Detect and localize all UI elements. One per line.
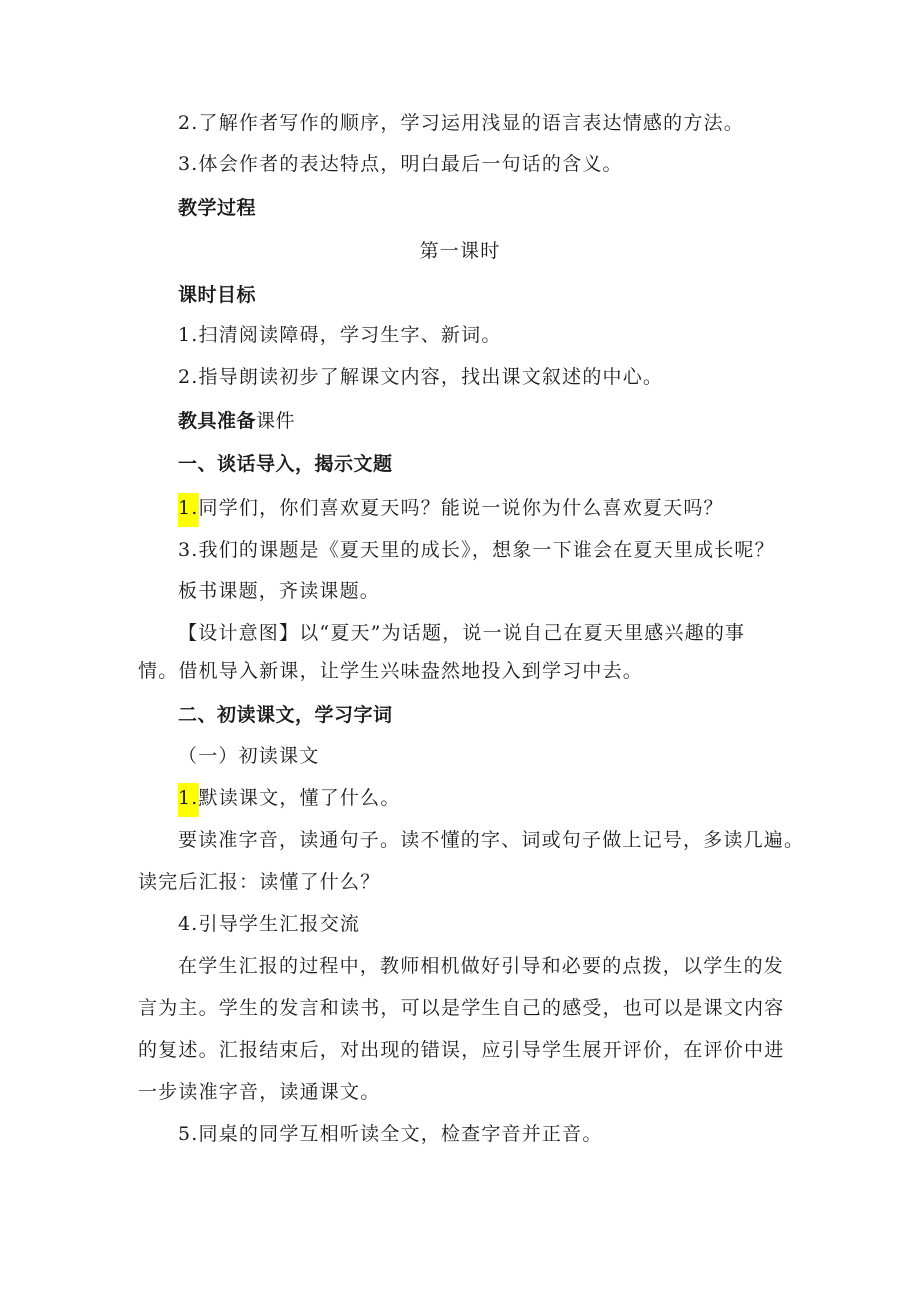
highlighted-number: 1. (178, 783, 199, 817)
lesson-goal-heading: 课时目标 (178, 284, 257, 306)
paragraph-line-2: 言为主。学生的发言和读书，可以是学生自己的感受，也可以是课文内容 (138, 997, 785, 1019)
paragraph-line-3: 的复述。汇报结束后，对出现的错误，应引导学生展开评价，在评价中进 (138, 1039, 785, 1061)
objective-2: 2.了解作者写作的顺序，学习运用浅显的语言表达情感的方法。 (178, 112, 744, 134)
process-heading: 教学过程 (178, 197, 257, 219)
board-note: 板书课题，齐读课题。 (178, 580, 381, 602)
highlighted-number: 1. (178, 493, 199, 527)
goal-1: 1.扫清阅读障碍，学习生字、新词。 (178, 324, 502, 346)
goal-2: 2.指导朗读初步了解课文内容，找出课文叙述的中心。 (178, 366, 664, 388)
section-2-item-1 (178, 783, 401, 817)
paragraph-line-1: 在学生汇报的过程中，教师相机做好引导和必要的点拨，以学生的发 (178, 955, 785, 977)
item-4: 4.引导学生汇报交流 (178, 913, 361, 935)
read-instruction-line-1: 要读准字音，读通句子。读不懂的字、词或句子做上记号，多读几遍。 (178, 829, 805, 851)
tools-label: 教具准备 (178, 410, 257, 432)
item-text: 同学们，你们喜欢夏天吗？能说一说你为什么喜欢夏天吗？ (198, 497, 724, 519)
item-text: 默读课文，懂了什么。 (198, 787, 401, 809)
section-1-item-3: 3.我们的课题是《夏天里的成长》，想象一下谁会在夏天里成长呢？ (178, 539, 775, 561)
subsection-1: （一）初读课文 (178, 745, 320, 767)
lesson-title: 第一课时 (419, 240, 501, 262)
read-instruction-line-2: 读完后汇报：读懂了什么？ (138, 871, 381, 893)
design-intent-line-1: 【设计意图】以“夏天”为话题，说一说自己在夏天里感兴趣的事 (178, 622, 746, 644)
objective-3: 3.体会作者的表达特点，明白最后一句话的含义。 (178, 153, 623, 175)
section-2-heading: 二、初读课文，学习字词 (178, 704, 393, 726)
design-intent-line-2: 情。借机导入新课，让学生兴味盎然地投入到学习中去。 (138, 660, 644, 682)
tools-value: 课件 (256, 410, 296, 432)
item-5: 5.同桌的同学互相听读全文，检查字音并正音。 (178, 1123, 603, 1145)
section-1-item-1 (178, 493, 724, 527)
paragraph-line-4: 一步读准字音，读通课文。 (138, 1081, 381, 1103)
section-1-heading: 一、谈话导入，揭示文题 (178, 453, 393, 475)
tools-heading (178, 408, 295, 434)
